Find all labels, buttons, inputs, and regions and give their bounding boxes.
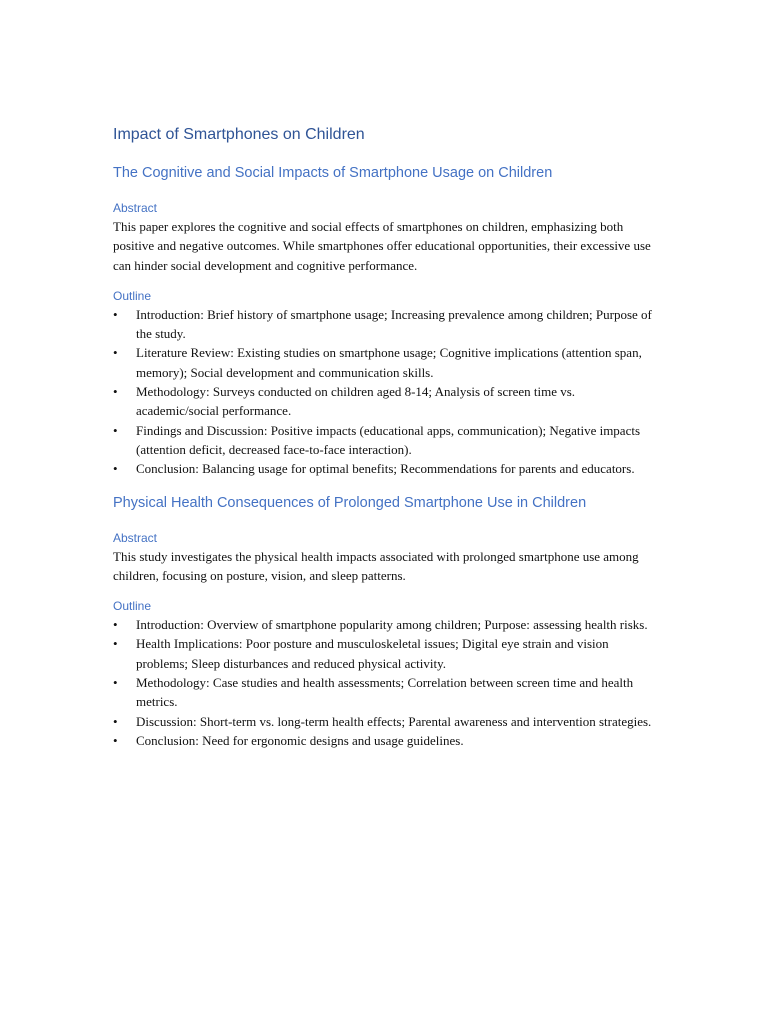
list-item-text: Discussion: Short-term vs. long-term health effects; Parental awareness and intervention strategies. [136,713,652,729]
outline-heading: Outline [113,288,152,303]
bullet-icon: • [113,306,118,322]
list-item-text: Conclusion: Balancing usage for optimal benefits; Recommendations for parents and educators. [136,461,635,477]
list-item [113,634,658,673]
document-body [113,123,658,762]
bullet-icon: • [113,422,118,438]
section-physical-health [113,491,658,751]
list-item [113,343,658,382]
document-title: Impact of Smartphones on Children [113,126,365,143]
bullet-icon: • [113,636,118,652]
bullet-icon: • [113,732,118,748]
abstract-text: This study investigates the physical health impacts associated with prolonged smartphone use among children, focusing on posture, vision, and sleep patterns. [113,548,639,583]
list-item-text: Introduction: Overview of smartphone popularity among children; Purpose: assessing health risks. [136,617,648,633]
list-item [113,673,658,712]
list-item-text: Methodology: Surveys conducted on children aged 8-14; Analysis of screen time vs. academic/social performance. [136,384,576,419]
section-title: The Cognitive and Social Impacts of Smartphone Usage on Children [113,165,553,181]
list-item-text: Literature Review: Existing studies on smartphone usage; Cognitive implications (attention span, memory); Social development and communication skills. [136,345,642,380]
list-item-text: Findings and Discussion: Positive impacts (educational apps, communication); Negative impacts (attention deficit, decreased face-to-face interaction). [136,422,641,457]
section-cognitive-social [113,161,658,479]
list-item-text: Introduction: Brief history of smartphone usage; Increasing prevalence among children; Purpose of the study. [136,306,652,342]
list-item [113,305,658,344]
abstract-heading: Abstract [113,530,158,545]
list-item [113,459,658,478]
bullet-icon: • [113,461,118,477]
outline-list [113,305,658,479]
list-item [113,712,658,731]
list-item-text: Health Implications: Poor posture and musculoskeletal issues; Digital eye strain and vision problems; Sleep disturbances and reduced physical activity. [136,636,609,671]
outline-list [113,615,658,750]
bullet-icon: • [113,384,118,400]
bullet-icon: • [113,617,118,633]
bullet-icon: • [113,713,118,729]
outline-heading: Outline [113,599,152,614]
section-title: Physical Health Consequences of Prolonged Smartphone Use in Children [113,494,587,511]
list-item [113,615,658,634]
abstract-text: This paper explores the cognitive and social effects of smartphones on children, emphasizing both positive and negative outcomes. While smartphones offer educational opportunities, their excessive use can hinder social development and cognitive performance. [113,219,651,273]
abstract-heading: Abstract [113,201,158,215]
list-item [113,382,658,421]
bullet-icon: • [113,345,118,361]
list-item [113,731,658,750]
list-item [113,421,658,460]
list-item-text: Methodology: Case studies and health assessments; Correlation between screen time and health metrics. [136,675,634,710]
bullet-icon: • [113,675,118,691]
list-item-text: Conclusion: Need for ergonomic designs and usage guidelines. [136,732,464,748]
